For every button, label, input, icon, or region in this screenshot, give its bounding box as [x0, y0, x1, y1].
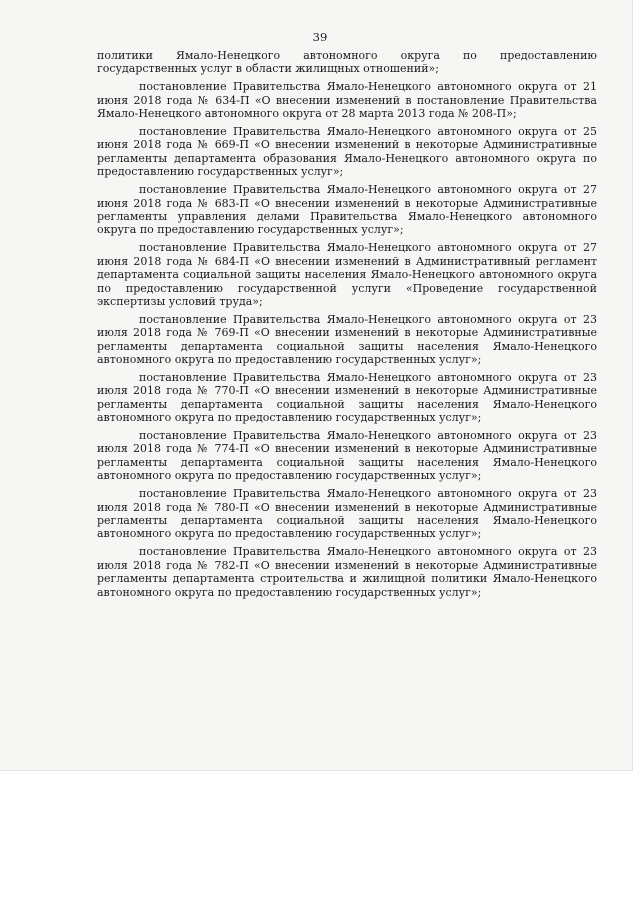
paragraph-decree-780: постановление Правительства Ямало-Ненецкого автономного округа от 23 июля 2018 года № 780-П «О внесении изменений в некоторые Административные регламенты департамента социальной защиты населения Ямало-Ненецкого автономного округа по предоставлению государственных услуг»; — [97, 487, 597, 541]
paragraph-decree-684: постановление Правительства Ямало-Ненецкого автономного округа от 27 июня 2018 года № 684-П «О внесении изменений в Административный регламент департамента социальной защиты населения Ямало-Ненецкого автономного округа по предоставлению государственной услуги «Проведение государственной экспертизы условий труда»; — [97, 241, 597, 308]
paragraph-decree-669: постановление Правительства Ямало-Ненецкого автономного округа от 25 июня 2018 года № 669-П «О внесении изменений в некоторые Административные регламенты департамента образования Ямало-Ненецкого автономного округа по предоставлению государственных услуг»; — [97, 125, 597, 179]
paragraph-continuation: политики Ямало-Ненецкого автономного округа по предоставлению государственных услуг в области жилищных отношений»; — [97, 49, 597, 76]
document-body — [97, 49, 597, 603]
paragraph-decree-770: постановление Правительства Ямало-Ненецкого автономного округа от 23 июля 2018 года № 770-П «О внесении изменений в некоторые Административные регламенты департамента социальной защиты населения Ямало-Ненецкого автономного округа по предоставлению государственных услуг»; — [97, 370, 597, 425]
paragraph-decree-782: постановление Правительства Ямало-Ненецкого автономного округа от 23 июля 2018 года № 782-П «О внесении изменений в некоторые Административные регламенты департамента строительства и жилищной политики Ямало-Ненецкого автономного округа по предоставлению государственных услуг»; — [97, 545, 597, 599]
page-number: 39 — [312, 30, 328, 44]
paragraph-decree-774: постановление Правительства Ямало-Ненецкого автономного округа от 23 июля 2018 года № 774-П «О внесении изменений в некоторые Административные регламенты департамента социальной защиты населения Ямало-Ненецкого автономного округа по предоставлению государственных услуг»; — [97, 429, 597, 483]
paragraph-decree-769: постановление Правительства Ямало-Ненецкого автономного округа от 23 июля 2018 года № 769-П «О внесении изменений в некоторые Административные регламенты департамента социальной защиты населения Ямало-Ненецкого автономного округа по предоставлению государственных услуг»; — [97, 312, 597, 367]
paragraph-decree-683: постановление Правительства Ямало-Ненецкого автономного округа от 27 июня 2018 года № 683-П «О внесении изменений в некоторые Административные регламенты управления делами Правительства Ямало-Ненецкого автономного округа по предоставлению государственных услуг»; — [97, 183, 597, 237]
paragraph-decree-634: постановление Правительства Ямало-Ненецкого автономного округа от 21 июня 2018 года № 634-П «О внесении изменений в постановление Правительства Ямало-Ненецкого автономного округа от 28 марта 2013 года № 208-П»; — [97, 80, 597, 121]
